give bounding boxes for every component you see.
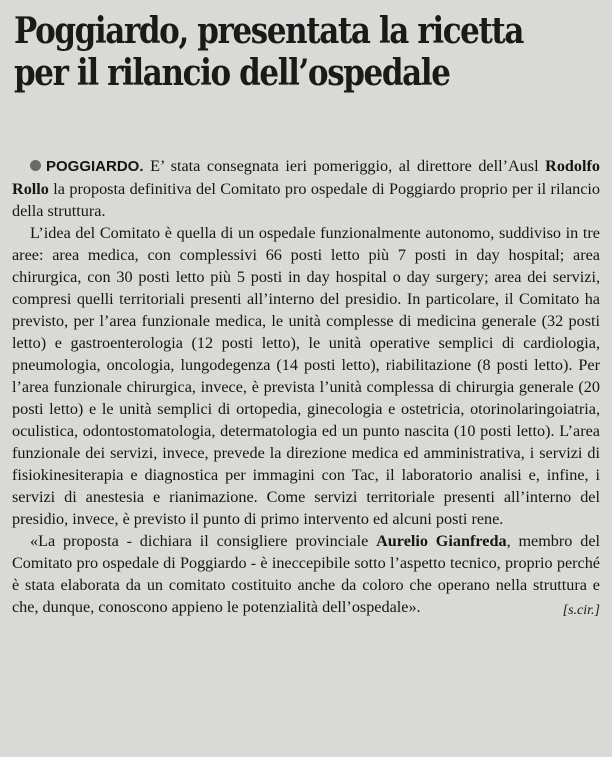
headline [14, 10, 524, 94]
paragraph-1 [12, 155, 600, 222]
paragraph-3-text-a: «La proposta - dichiara il consigliere provinciale [30, 532, 377, 550]
bullet-icon [30, 160, 41, 171]
person-name-gianfreda: Aurelio Gianfreda [376, 532, 507, 550]
paragraph-2: L’idea del Comitato è quella di un ospedale funzionalmente autonomo, suddiviso in tre aree: area medica, con complessivi 66 posti letto più 7 posti in day hospital; area chirurgica, con 30 posti letto più 5 posti in day hospital o day surgery; area dei servizi, compresi quelli territoriali presenti all’interno del presidio. In particolare, il Comitato ha previsto, per l’area funzionale medica, le unità complesse di medicina generale (32 posti letto) e gastroenterologia (12 posti letto), le unità operative semplici di cardiologia, pneumologia, oncologia, lungodegenza (14 posti letto), riabilitazione (8 posti letto). Per l’area funzionale chirurgica, invece, è prevista l’unità complessa di chirurgia generale (20 posti letto) e le unità semplici di ortopedia, ginecologia e ostetricia, otorinolaringoiatria, oculistica, odontostomatologia, determatologia ed un punto nascita (10 posti letto). L’area funzionale dei servizi, invece, prevede la direzione medica ed amministrativa, i servizi di fisiokinesiterapia e diagnostica per immagini con Tac, il laboratorio analisi e, infine, i servizi di anestesia e rianimazione. Come servizi territoriale presenti all’interno del presidio, invece, è previsto il punto di primo intervento ed alcuni posti rene. [12, 224, 600, 528]
paragraph-3 [12, 530, 600, 618]
headline-line-1: Poggiardo, presentata la ricetta [14, 10, 524, 52]
article-body [12, 155, 600, 622]
paragraph-1-text-a: E’ stata consegnata ieri pomeriggio, al direttore dell’Ausl [143, 157, 546, 175]
paragraph-1-text-b: la proposta definitiva del Comitato pro ospedale di Poggiardo proprio per il rilancio della struttura. [12, 180, 600, 220]
paragraph-3-text-b: , membro del Comitato pro ospedale di Poggiardo - è ineccepibile sotto l’aspetto tecnico, proprio perché è stata elaborata da un comitato costituito anche da coloro che operano nella struttura e che, dunque, conoscono appieno le potenzialità dell’ospedale». [12, 532, 600, 616]
person-name-rollo: Rodolfo Rollo [12, 157, 600, 198]
headline-line-2: per il rilancio dell’ospedale [14, 52, 450, 94]
author-signature: [s.cir.] [562, 603, 600, 618]
dateline: POGGIARDO. [46, 158, 144, 175]
